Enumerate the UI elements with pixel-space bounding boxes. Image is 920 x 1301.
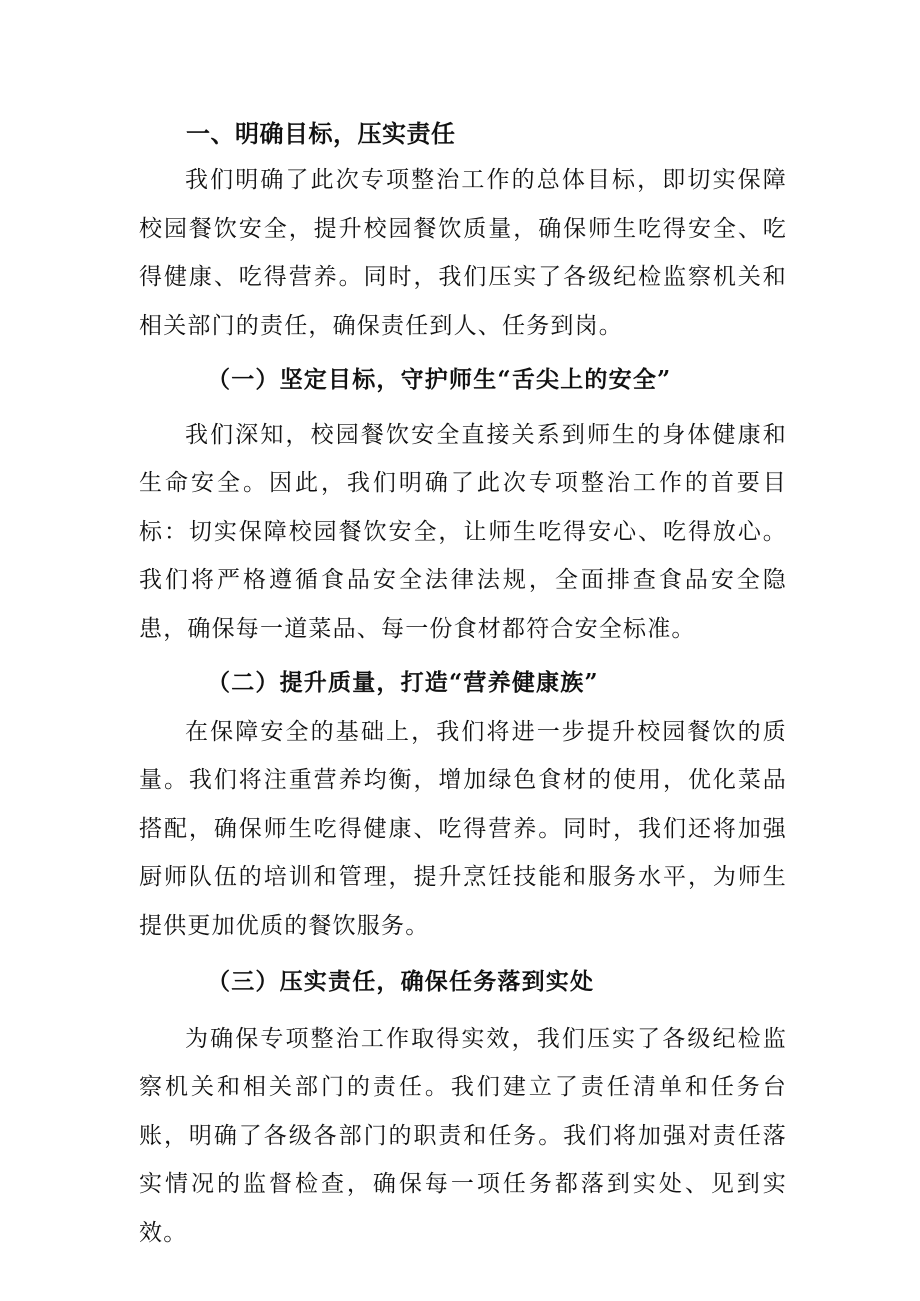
spacer (139, 1007, 787, 1015)
subsection-paragraph-3: 为确保专项整治工作取得实效，我们压实了各级纪检监察机关和相关部门的责任。我们建立了责任清单和任务台账，明确了各级各部门的职责和任务。我们将加强对责任落实情况的监督检查，确保每一项任务都落到实处、见到实效。 (139, 1025, 787, 1246)
section-heading: 一、明确目标，压实责任 (186, 120, 456, 148)
subsection-heading-1: （一）坚定目标，守护师生“舌尖上的安全” (207, 366, 672, 393)
subsection-heading-2: （二）提升质量，打造“营养健康族” (207, 669, 599, 696)
spacer (139, 950, 787, 958)
subsection-paragraph-1: 我们深知，校园餐饮安全直接关系到师生的身体健康和生命安全。因此，我们明确了此次专项整治工作的首要目标：切实保障校园餐饮安全，让师生吃得安心、吃得放心。我们将严格遵循食品安全法律法规，全面排查食品安全隐患，确保每一道菜品、每一份食材都符合安全标准。 (139, 421, 787, 642)
subsection-heading-3: （三）压实责任，确保任务落到实处 (207, 968, 595, 995)
document-body (139, 112, 787, 1257)
subsection-paragraph-2: 在保障安全的基础上，我们将进一步提升校园餐饮的质量。我们将注重营养均衡，增加绿色食材的使用，优化菜品搭配，确保师生吃得健康、吃得营养。同时，我们还将加强厨师队伍的培训和管理，提升烹饪技能和服务水平，为师生提供更加优质的餐饮服务。 (139, 718, 787, 939)
intro-paragraph: 我们明确了此次专项整治工作的总体目标，即切实保障校园餐饮安全，提升校园餐饮质量，确保师生吃得安全、吃得健康、吃得营养。同时，我们压实了各级纪检监察机关和相关部门的责任，确保责任到人、任务到岗。 (139, 167, 787, 339)
